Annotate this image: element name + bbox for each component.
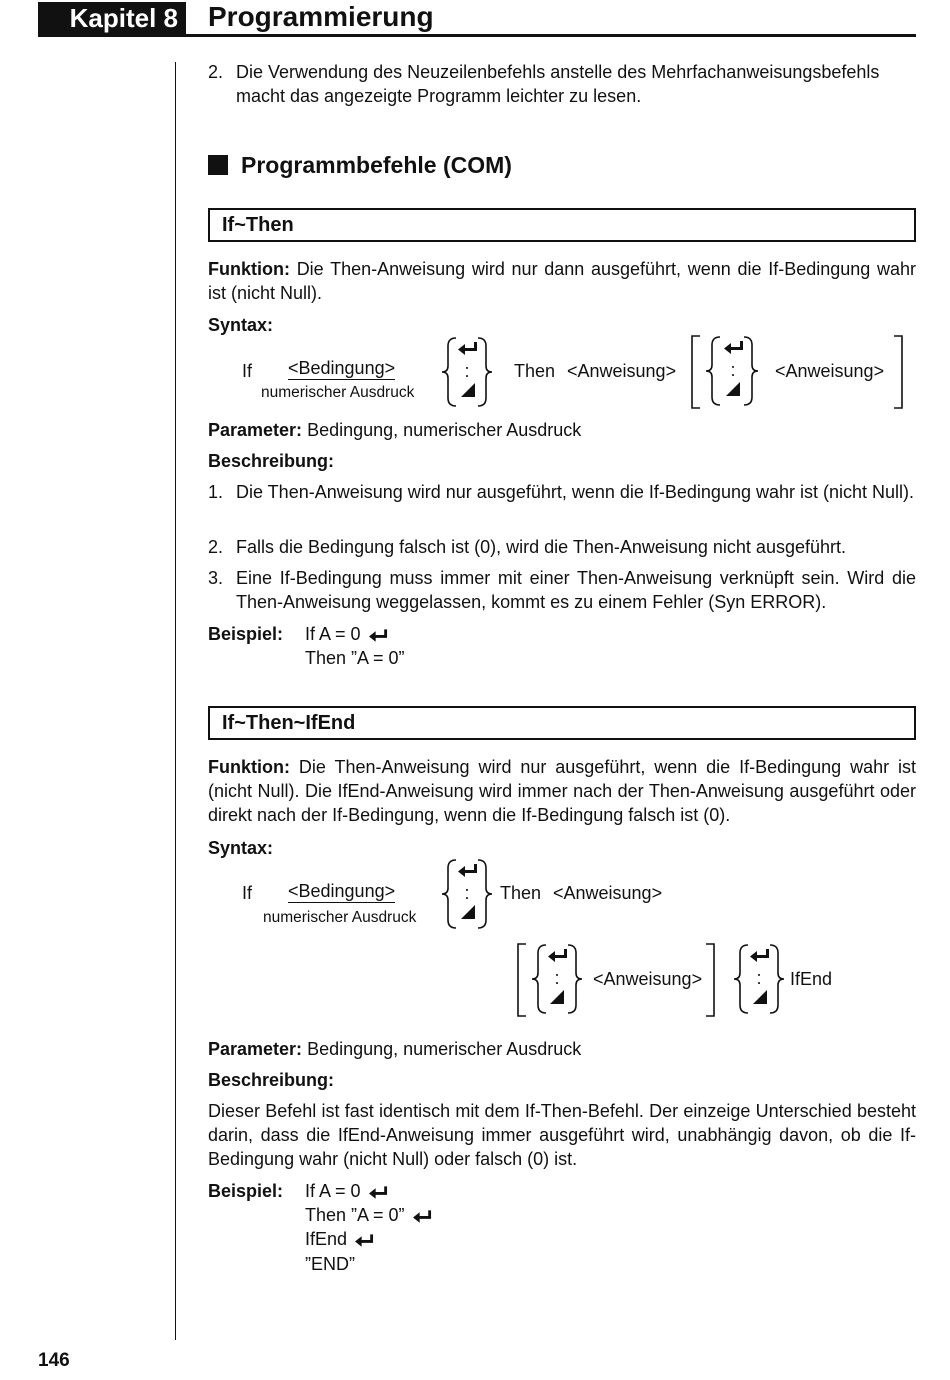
parameter-label: Parameter: (208, 1039, 303, 1059)
return-icon (413, 1210, 432, 1224)
example-line: Then ”A = 0” (305, 648, 405, 668)
funktion-paragraph (208, 257, 916, 305)
list-number: 1. (208, 482, 224, 502)
svg-text::: : (756, 968, 762, 988)
parameter-line (208, 1037, 916, 1061)
header-rule (38, 34, 916, 37)
intro-text: Die Verwendung des Neuzeilenbefehls anstelle des Mehrfachanweisungsbefehls macht das angezeigte Programm leichter zu lesen. (236, 62, 880, 106)
example-line: ”END” (305, 1254, 355, 1274)
syntax-if-keyword: If (242, 883, 253, 903)
parameter-text: Bedingung, numerischer Ausdruck (307, 420, 582, 440)
parameter-label: Parameter: (208, 420, 303, 440)
return-icon (369, 629, 388, 643)
list-number: 2. (208, 537, 224, 557)
return-icon (369, 1186, 388, 1200)
syntax-label: Syntax: (208, 838, 274, 858)
syntax-ifend-keyword: IfEnd (790, 969, 833, 989)
list-text: Die Then-Anweisung wird nur ausgeführt, wenn die If-Bedingung wahr ist (nicht Null). (236, 482, 915, 502)
brace-group-1 (436, 336, 498, 408)
optional-bracket-group-2 (512, 942, 588, 1018)
command-title: If~Then (222, 214, 294, 236)
parameter-text: Bedingung, numerischer Ausdruck (307, 1039, 582, 1059)
syntax-statement: <Anweisung> (553, 883, 663, 903)
beispiel-label: Beispiel: (208, 624, 284, 644)
list-item (208, 566, 916, 614)
beschreibung-label: Beschreibung: (208, 1070, 335, 1090)
syntax-statement-2: <Anweisung> (775, 361, 885, 381)
funktion-paragraph (208, 755, 916, 827)
beschreibung-label: Beschreibung: (208, 451, 335, 471)
return-icon (355, 1234, 374, 1248)
section-title: Programmbefehle (COM) (241, 152, 512, 178)
funktion-text: Die Then-Anweisung wird nur ausgeführt, wenn die If-Bedingung wahr ist (nicht Null). Die IfEnd-Anweisung wird immer nach der Then-Anweisung ausgeführt oder direkt nach der If-Bedingung, wenn die If-Bedingung falsch ist (0). (208, 757, 916, 825)
optional-bracket-group-1 (688, 334, 768, 410)
list-text: Falls die Bedingung falsch ist (0), wird die Then-Anweisung nicht ausgeführt. (236, 537, 846, 557)
brace-group-2 (436, 858, 498, 930)
funktion-label: Funktion: (208, 757, 290, 777)
syntax-then-keyword: Then (500, 883, 542, 903)
syntax-then-keyword: Then (514, 361, 556, 381)
svg-text::: : (730, 360, 736, 380)
brace-group-3 (728, 942, 790, 1018)
command-box-if-then (208, 208, 916, 242)
example-line: IfEnd (305, 1227, 374, 1251)
beschreibung-text: Dieser Befehl ist fast identisch mit dem If-Then-Befehl. Der einzeige Unterschied besteht darin, dass die IfEnd-Anweisung immer ausgeführt wird, unabhängig davon, ob die If-Bedingung wahr (nicht Null) oder falsch (0) ist. (208, 1101, 916, 1169)
intro-item (208, 60, 916, 108)
funktion-label: Funktion: (208, 259, 290, 279)
parameter-line (208, 418, 916, 442)
syntax-label: Syntax: (208, 315, 274, 335)
list-item (208, 535, 916, 559)
syntax-if-keyword: If (242, 361, 253, 381)
svg-text::: : (464, 883, 470, 903)
syntax-condition: <Bedingung> (288, 358, 396, 378)
intro-number: 2. (208, 62, 224, 82)
svg-text::: : (554, 968, 560, 988)
chapter-title: Programmierung (208, 1, 434, 32)
list-item (208, 480, 916, 504)
svg-text::: : (464, 361, 470, 381)
syntax-statement-2: <Anweisung> (593, 969, 703, 989)
command-title: If~Then~IfEnd (222, 712, 356, 734)
optional-bracket-close-2 (700, 942, 720, 1018)
example-line: If A = 0 (305, 1179, 388, 1203)
example-line: If A = 0 (305, 622, 388, 646)
example-line: Then ”A = 0” (305, 1203, 432, 1227)
command-box-if-then-ifend (208, 706, 916, 740)
square-bullet-icon (208, 155, 228, 175)
list-text: Eine If-Bedingung muss immer mit einer Then-Anweisung verknüpft sein. Wird die Then-Anweisung weggelassen, kommt es zu einem Fehler (Syn ERROR). (236, 568, 916, 612)
syntax-statement: <Anweisung> (567, 361, 677, 381)
syntax-condition-sub: numerischer Ausdruck (263, 909, 417, 926)
list-number: 3. (208, 568, 224, 588)
section-heading (208, 150, 512, 180)
syntax-condition-sub: numerischer Ausdruck (261, 384, 415, 401)
margin-rule (175, 62, 176, 1340)
beispiel-label: Beispiel: (208, 1181, 284, 1201)
optional-bracket-close-1 (890, 334, 908, 410)
chapter-label: Kapitel 8 (38, 2, 186, 35)
page-number: 146 (38, 1350, 70, 1371)
syntax-condition: <Bedingung> (288, 881, 396, 901)
funktion-text: Die Then-Anweisung wird nur dann ausgeführt, wenn die If-Bedingung wahr ist (nicht Null). (208, 259, 916, 303)
